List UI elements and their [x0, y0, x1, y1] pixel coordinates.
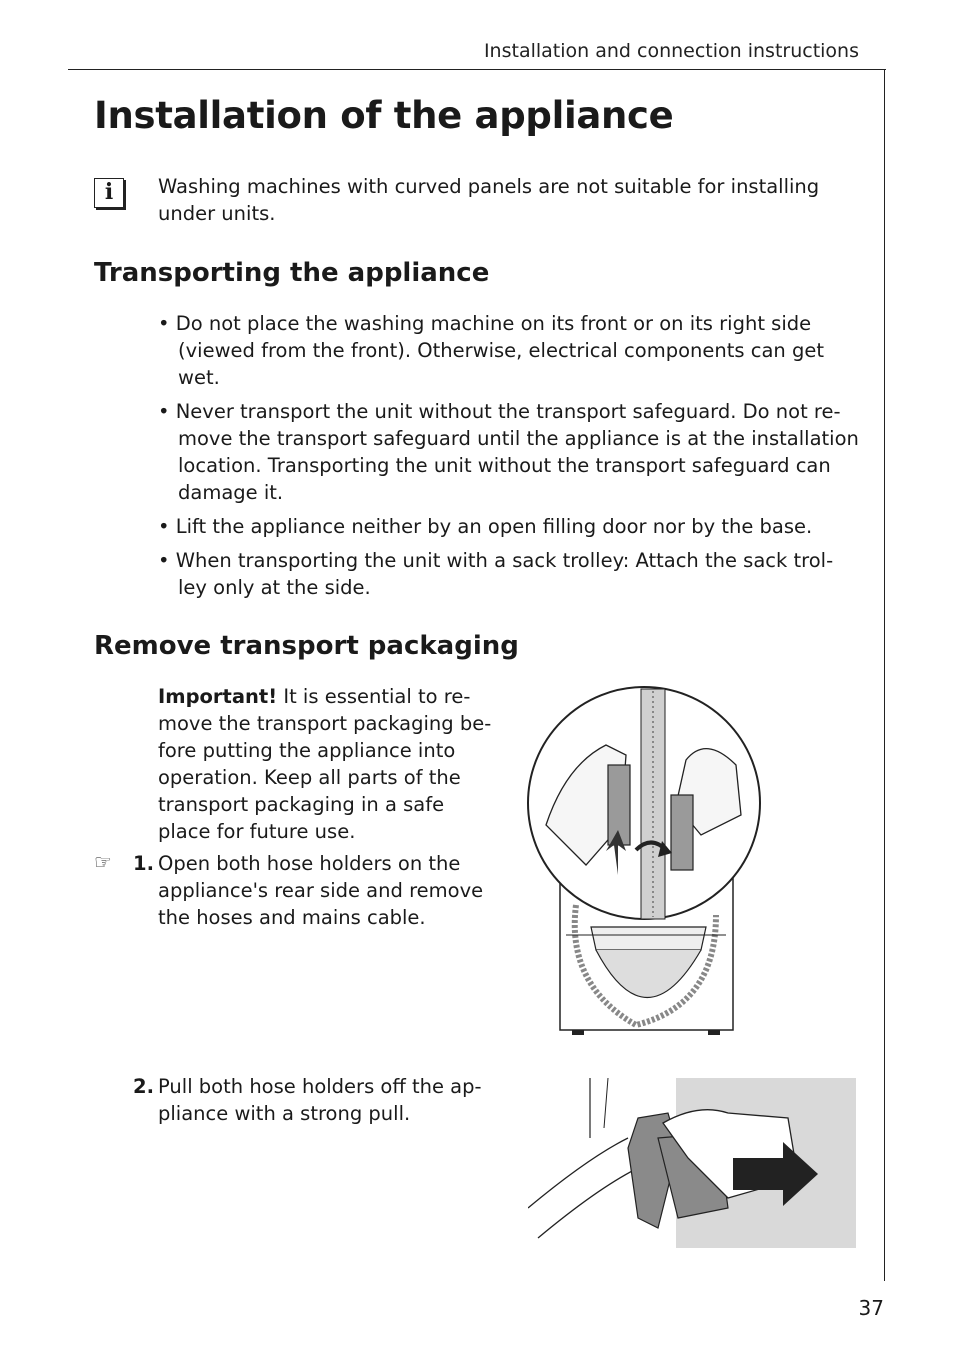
important-label: Important!: [158, 685, 278, 708]
right-margin-rule: [884, 69, 885, 1281]
step-text: Open both hose holders on the appliance's rear side and remove the hoses and mains cable.: [158, 852, 484, 929]
pointing-hand-icon: ☞: [94, 850, 112, 874]
list-item: • Never transport the unit without the transport safeguard. Do not re-move the transport safeguard until the appliance is at the installation location. Transporting the unit without the transport safeguard can damage it.: [158, 398, 860, 506]
hose-holder-illustration: [526, 685, 766, 1040]
info-icon: i: [94, 178, 124, 208]
page-title: Installation of the appliance: [94, 94, 674, 137]
transport-bullet-list: [158, 310, 860, 608]
list-item: • When transporting the unit with a sack trolley: Attach the sack trol-ley only at the side.: [158, 547, 860, 601]
running-header: Installation and connection instructions: [483, 40, 859, 62]
info-note: Washing machines with curved panels are not suitable for installing under units.: [158, 175, 820, 225]
important-note: [158, 683, 498, 845]
list-item: • Do not place the washing machine on its front or on its right side (viewed from the front). Otherwise, electrical components can get wet.: [158, 310, 860, 391]
step-1: [133, 850, 503, 931]
step-number: 1.: [133, 852, 154, 875]
section-heading-transporting: Transporting the appliance: [94, 258, 490, 288]
list-item: • Lift the appliance neither by an open filling door nor by the base.: [158, 513, 860, 540]
step-number: 2.: [133, 1075, 154, 1098]
header-rule: [68, 69, 886, 70]
pull-hose-holder-illustration: [528, 1078, 856, 1248]
step-2: [133, 1073, 503, 1127]
section-heading-remove-packaging: Remove transport packaging: [94, 631, 519, 661]
step-text: Pull both hose holders off the ap-pliance with a strong pull.: [158, 1075, 482, 1125]
important-text: It is essential to re-move the transport packaging be-fore putting the appliance into operation. Keep all parts of the transport packaging in a safe place for future use.: [158, 685, 492, 843]
page-number: 37: [858, 1296, 884, 1320]
